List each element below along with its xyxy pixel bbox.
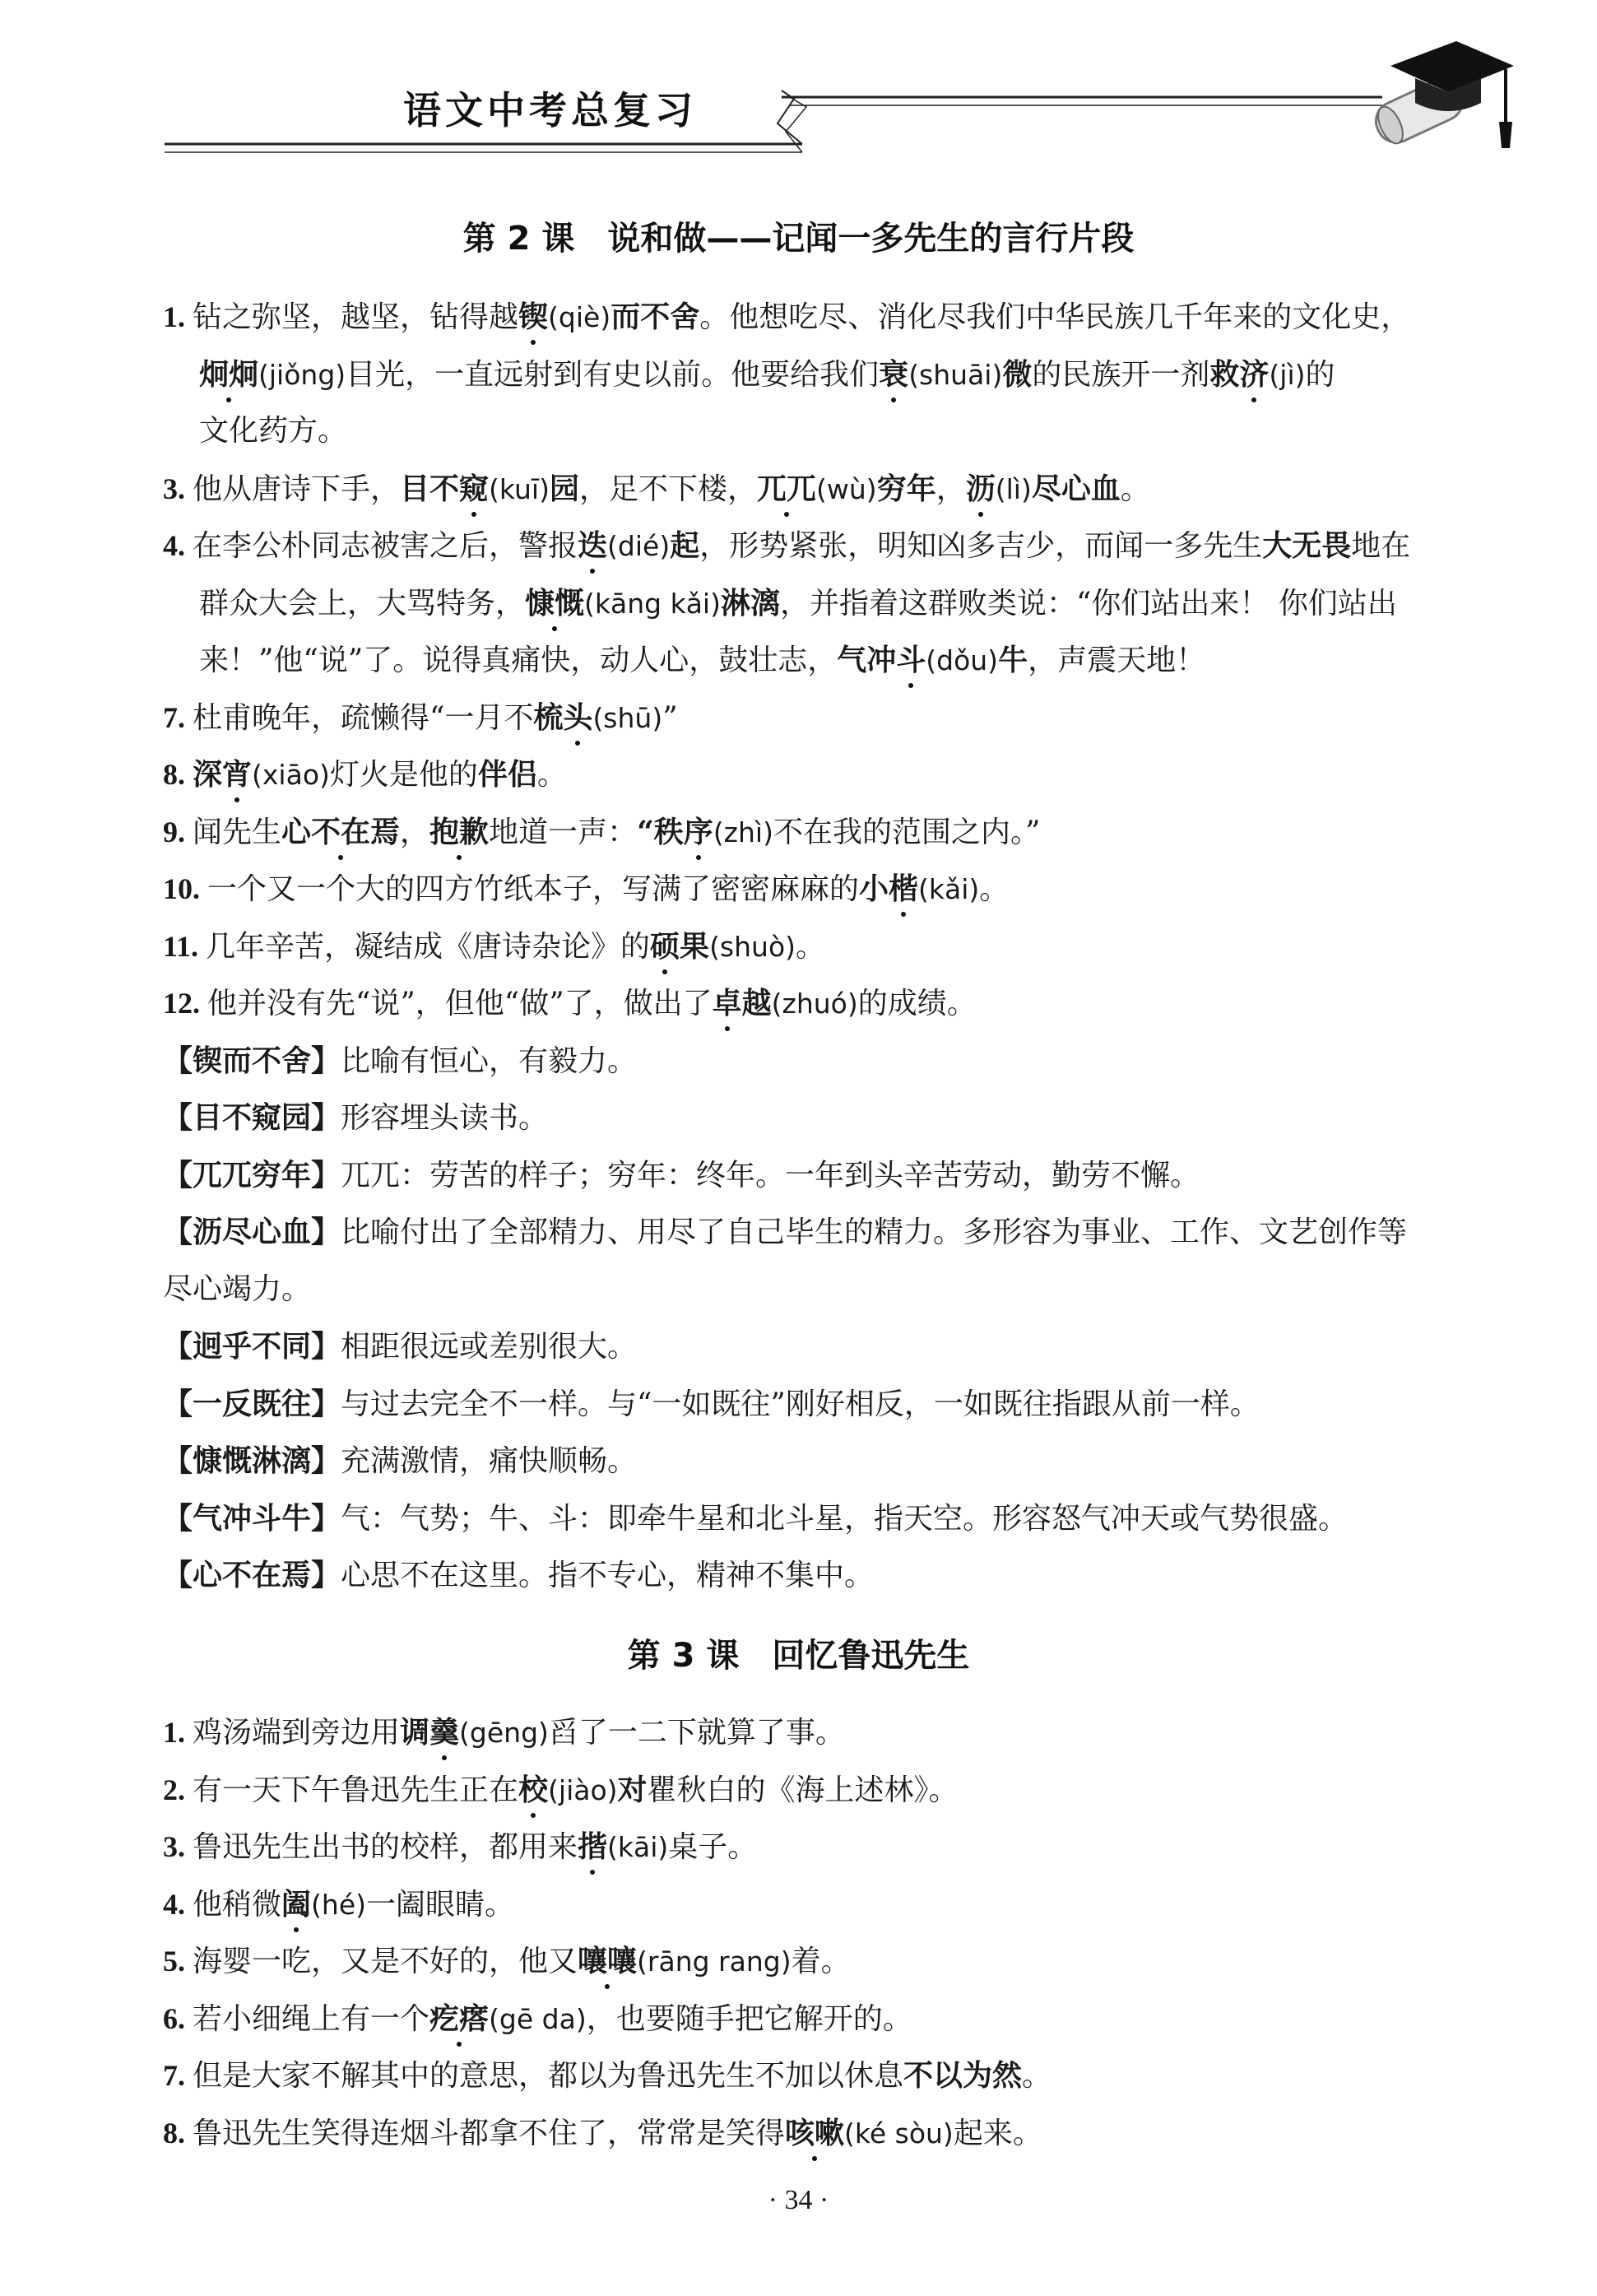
text-segment: 有一天下午鲁迅先生正在 [193,1773,519,1807]
text-line [163,816,1504,873]
text-line [163,644,1504,701]
term-label: 【锲而不舍】 [163,1043,341,1078]
text-segment: 头 [563,699,593,735]
pinyin: (wù) [816,472,877,505]
pinyin: (zhì) [713,816,773,848]
graduation-cap-icon [1358,33,1522,165]
text-segment: 桌子。 [668,1830,758,1864]
term-label: 【沥尽心血】 [163,1215,341,1249]
text-line [163,1159,1504,1216]
text-segment: 11. [163,929,207,963]
text-segment: 伴侣 [477,757,537,792]
text-segment: 比喻付出了全部精力、用尽了自己毕生的精力。多形容为事业、工作、文艺创作等 [341,1215,1408,1249]
text-line [163,1945,1504,2002]
pinyin: (lì) [995,472,1032,505]
text-line [163,2059,1504,2117]
text-segment: 羹 [429,1715,460,1750]
text-segment: 相距很远或差别很大。 [341,1330,638,1364]
pinyin: (shuāi) [908,358,1003,391]
text-line [163,1830,1504,1888]
text-segment: 尽心竭力。 [163,1271,312,1306]
text-line [163,300,1504,358]
text-segment: 鲁迅先生出书的校样，都用来 [193,1830,578,1864]
text-line [163,1101,1504,1159]
text-segment: 的民族开一剂 [1032,357,1210,392]
text-segment: 沥 [965,471,996,506]
text-segment: 形容埋头读书。 [341,1101,549,1135]
text-segment: 着。 [791,1945,851,1978]
text-segment: 。他想吃尽、消化尽我们中华民族几千年来的文化史， [699,300,1411,334]
text-segment: 鸡汤端到旁边用 [193,1716,401,1750]
text-segment: 与过去完全不一样。与“一如既往”刚好相反，一如既往指跟从前一样。 [341,1387,1260,1421]
text-segment: 硕 [650,928,680,964]
pinyin: (zhuó) [771,988,858,1020]
text-segment: 2. [163,1773,193,1806]
text-line [163,872,1504,930]
text-segment: 兀兀：劳苦的样子；穷年：终年。一年到头辛苦劳动，勤劳不懈。 [341,1158,1200,1192]
text-line [163,2117,1504,2174]
text-segment: 。 [536,758,567,792]
page-number: · 34 · [768,2185,829,2215]
text-segment: 尽心血 [1031,471,1121,506]
term-label: 【慷慨淋漓】 [163,1443,341,1478]
text-line [163,1888,1504,1945]
text-line [163,1215,1504,1273]
text-segment: ， [400,815,430,849]
text-segment: 1. [163,300,193,333]
text-segment: 7. [163,2059,193,2092]
lesson-3-content [163,1716,1504,2173]
lesson-2-content [163,300,1504,1616]
text-segment: 。 [1120,472,1150,506]
text-segment: 锲 [518,300,549,334]
text-segment: 兀兀 [757,471,817,506]
text-segment: 8. [163,758,193,791]
text-segment: 若小细绳上有一个 [193,2001,430,2036]
term-label: 【目不窥园】 [163,1100,341,1135]
text-segment: 8. [163,2116,193,2150]
pinyin: (ké sòu) [844,2117,954,2150]
text-segment: 来！”他“说”了。说得真痛快，动人心，鼓壮志， [199,644,838,677]
text-segment: 果 [680,928,710,964]
text-line [163,2002,1504,2060]
pinyin: (gē da) [489,2002,587,2035]
text-segment: ，足不下楼， [579,472,758,506]
text-segment: 衰 [879,356,909,392]
text-segment: 舀了一二下就算了事。 [548,1716,845,1750]
text-segment: 他稍微 [193,1887,282,1922]
text-line [163,701,1504,759]
pinyin: (xiāo) [252,759,330,791]
text-line [163,415,1504,472]
text-segment: 揩 [578,1829,608,1864]
text-segment: 群众大会上，大骂特务， [199,586,526,620]
text-segment: 梳 [533,699,564,735]
text-segment: 微 [1002,356,1033,392]
text-line [163,529,1504,587]
text-segment: “秩 [637,814,684,849]
text-segment: 海婴一吃，又是不好的，他又 [193,1945,578,1978]
text-segment: 6. [163,2001,193,2035]
text-segment: 充满激情，痛快顺畅。 [341,1444,638,1478]
text-segment: 窥 [459,471,490,506]
text-line [163,930,1504,988]
text-line [163,1559,1504,1616]
text-segment: 地道一声： [489,815,638,849]
term-label: 【气冲斗牛】 [163,1500,341,1536]
pinyin: (shū) [592,701,663,734]
text-line [163,1716,1504,1773]
text-line [163,1330,1504,1387]
text-segment: 心思不在这里。指不专心，精神不集中。 [341,1559,875,1592]
pinyin: (shuò) [709,930,796,963]
text-segment: 9. [163,815,193,848]
text-segment: 4. [163,1887,193,1921]
text-segment: 一个又一个大的四方竹纸本子，写满了密密麻麻的 [207,872,860,906]
text-line [163,472,1504,530]
text-segment: 卓 [712,986,742,1020]
text-line [163,1502,1504,1559]
text-line [163,587,1504,644]
text-segment: 小 [859,871,889,906]
text-segment: 。 [796,929,826,964]
text-segment: 文化药方。 [199,414,348,448]
text-segment: ，声震天地！ [1028,644,1206,677]
text-segment: 的 [1305,357,1335,392]
text-segment: 目光，一直远射到有史以前。他要给我们 [346,357,880,392]
text-segment: 穷年 [876,471,936,506]
pinyin: (jiǒng) [258,358,346,391]
text-segment: 瞿秋白的《海上述林》。 [647,1773,959,1807]
text-segment: 他从唐诗下手， [193,472,401,506]
text-segment: 但是大家不解其中的意思，都以为鲁迅先生不加以休息 [193,2059,904,2093]
pinyin: (dié) [607,530,671,562]
text-segment: 气：气势；牛、斗：即牵牛星和北斗星，指天空。形容怒气冲天或气势很盛。 [341,1501,1349,1536]
text-segment: 12. [163,987,207,1020]
text-segment: 鲁迅先生笑得连烟斗都拿不住了，常常是笑得 [193,2116,786,2150]
text-segment: 10. [163,872,207,905]
text-segment: 闻先生 [193,815,282,849]
pinyin: (kāi) [607,1831,669,1863]
text-segment: 炯炯 [199,356,259,392]
text-segment: 。 [979,872,1010,906]
text-segment: 宵 [222,757,253,792]
pinyin: (hé) [311,1888,366,1921]
text-segment: 灯火是他的 [329,758,478,792]
text-segment: 疙瘩 [429,2001,490,2036]
pinyin: (gēng) [459,1717,549,1749]
text-segment: 咳嗽 [785,2115,845,2150]
text-segment: 大无畏 [1262,528,1352,563]
text-line [163,1444,1504,1502]
text-segment: 斗 [896,643,926,677]
text-segment: 楷 [889,871,919,906]
text-segment: 不在我的范围之内。” [773,815,1041,849]
text-segment: 调 [400,1715,430,1750]
text-segment: 越 [741,986,772,1020]
pinyin: (qiè) [548,301,611,333]
text-segment: 牛 [998,643,1028,677]
text-segment: 他并没有先“说”，但他“做”了，做出了 [207,987,713,1020]
text-segment: 地在 [1351,529,1411,563]
header-title: 语文中考总复习 [403,88,697,132]
text-segment: 抱歉 [429,814,490,849]
pinyin: (dǒu) [926,644,999,676]
text-line [163,987,1504,1044]
text-segment: 起 [670,528,700,563]
text-segment: 4. [163,529,193,562]
text-line [163,358,1504,416]
pinyin: (kuī) [489,472,550,505]
text-line [163,1273,1504,1331]
text-segment: 几年辛苦，凝结成《唐诗杂论》的 [206,929,651,964]
text-segment: 嚷嚷 [578,1944,638,1978]
text-segment: 慷慨 [525,585,585,620]
pinyin: (jiào) [548,1773,618,1806]
text-line [163,758,1504,816]
text-segment: 不以为然 [903,2058,1023,2093]
text-segment: 迭 [578,528,608,563]
text-segment: 对 [617,1772,648,1807]
text-segment: ，并指着这群败类说：“你们站出来！ 你们站出 [779,586,1397,620]
term-label: 【迥乎不同】 [163,1329,341,1364]
lesson-3-title: 第 3 课 回忆鲁迅先生 [627,1637,970,1675]
text-segment: 气冲 [837,643,897,677]
text-segment: 3. [163,472,193,505]
text-segment: 。 [1022,2059,1052,2093]
text-segment: ，形势紧张，明知凶多吉少，而闻一多先生 [699,529,1263,563]
page-header [0,0,1597,173]
text-segment: 园 [549,471,579,506]
pinyin: (rāng rang) [637,1945,792,1978]
text-segment: 校 [518,1772,549,1807]
text-segment: 深 [193,757,223,792]
text-line [163,1387,1504,1445]
text-segment: 杜甫晚年，疏懒得“一月不 [193,700,534,735]
text-segment: 目不 [400,471,460,506]
text-segment: 而不舍 [610,300,700,334]
text-segment: 一阖眼睛。 [366,1887,515,1922]
pinyin: (kǎi) [918,873,980,905]
term-label: 【兀兀穷年】 [163,1157,341,1192]
text-segment: 5. [163,1945,193,1978]
text-segment: 7. [163,700,193,734]
pinyin: (kāng kǎi) [584,587,721,620]
text-segment: ，也要随手把它解开的。 [586,2001,912,2036]
pinyin: (jì) [1269,358,1306,391]
text-segment: 序 [683,814,713,849]
text-line [163,1773,1504,1831]
text-segment: 济 [1239,356,1270,392]
lesson-2-title: 第 2 课 说和做——记闻一多先生的言行片段 [462,220,1135,258]
text-segment: 3. [163,1830,193,1863]
text-segment: 钻之弥坚，越坚，钻得越 [193,300,519,334]
text-segment: 救 [1209,356,1240,392]
text-segment: 起来。 [953,2116,1042,2150]
text-segment: 在李公朴同志被害之后，警报 [193,529,578,563]
text-segment: 1. [163,1716,193,1749]
text-segment: ” [662,700,678,735]
text-segment: 阖 [281,1886,312,1922]
text-segment: 的成绩。 [857,987,977,1020]
text-segment: 心不在焉 [281,814,401,849]
text-segment: ， [935,472,966,506]
term-label: 【心不在焉】 [163,1558,341,1592]
text-segment: 比喻有恒心，有毅力。 [341,1043,638,1078]
text-segment: 淋漓 [720,585,780,620]
term-label: 【一反既往】 [163,1386,341,1421]
text-line [163,1044,1504,1102]
